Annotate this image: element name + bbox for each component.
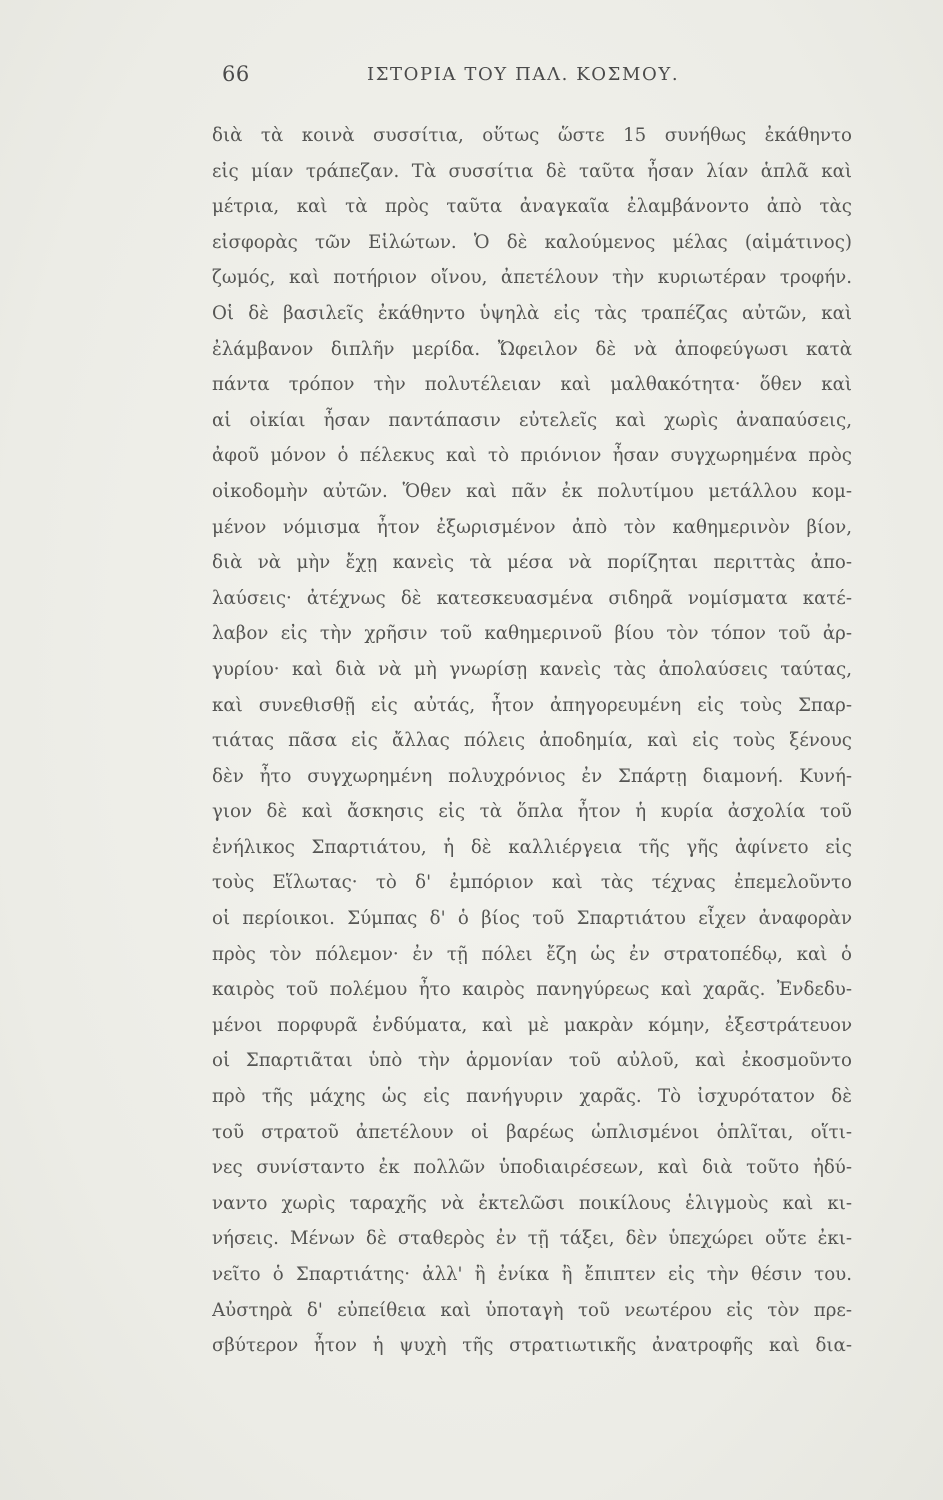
text-line: τοῦ στρατοῦ ἀπετέλουν οἱ βαρέως ὡπλισμένοι ὁπλῖται, οἵτι- [212,1121,852,1143]
text-line: διὰ νὰ μὴν ἔχῃ κανεὶς τὰ μέσα νὰ πορίζηται περιττὰς ἀπο- [212,552,852,574]
text-line: μένοι πορφυρᾶ ἐνδύματα, καὶ μὲ μακρὰν κόμην, ἐξεστράτευον [212,1014,852,1036]
text-line: καιρὸς τοῦ πολέμου ἦτο καιρὸς πανηγύρεως καὶ χαρᾶς. Ἐνδεδυ- [212,979,852,1001]
text-line: ἐνήλικος Σπαρτιάτου, ἡ δὲ καλλιέργεια τῆς γῆς ἀφίνετο εἰς [212,836,852,858]
text-line: ἀφοῦ μόνον ὁ πέλεκυς καὶ τὸ πριόνιον ἦσαν συγχωρημένα πρὸς [212,445,852,467]
running-title: ΙΣΤΟΡΙΑ ΤΟΥ ΠΑΛ. ΚΟΣΜΟΥ. [367,64,680,85]
text-line: σβύτερον ἦτον ἡ ψυχὴ τῆς στρατιωτικῆς ἀνατροφῆς καὶ δια- [212,1335,852,1357]
text-line: διὰ τὰ κοινὰ συσσίτια, οὕτως ὥστε 15 συνήθως ἐκάθηντο [212,125,852,146]
text-line: πρὸς τὸν πόλεμον· ἐν τῇ πόλει ἔζη ὡς ἐν στρατοπέδῳ, καὶ ὁ [212,943,852,965]
text-line: ζωμός, καὶ ποτήριον οἴνου, ἀπετέλουν τὴν κυριωτέραν τροφήν. [212,267,852,289]
text-line: Οἱ δὲ βασιλεῖς ἐκάθηντο ὑψηλὰ εἰς τὰς τραπέζας αὐτῶν, καὶ [212,302,852,324]
text-line: μέτρια, καὶ τὰ πρὸς ταῦτα ἀναγκαῖα ἐλαμβάνοντο ἀπὸ τὰς [212,196,852,218]
text-line: τιάτας πᾶσα εἰς ἄλλας πόλεις ἀποδημία, καὶ εἰς τοὺς ξένους [212,730,852,752]
text-line: Αὐστηρὰ δ' εὐπείθεια καὶ ὑποταγὴ τοῦ νεωτέρου εἰς τὸν πρε- [212,1299,852,1321]
text-line: πάντα τρόπον τὴν πολυτέλειαν καὶ μαλθακότητα· ὅθεν καὶ [212,374,852,396]
text-line: νες συνίσταντο ἐκ πολλῶν ὑποδιαιρέσεων, καὶ διὰ τοῦτο ἠδύ- [212,1157,852,1179]
text-line: νεῖτο ὁ Σπαρτιάτης· ἀλλ' ἢ ἐνίκα ἢ ἔπιπτεν εἰς τὴν θέσιν του. [212,1264,852,1285]
text-line: γιον δὲ καὶ ἄσκησις εἰς τὰ ὅπλα ἦτον ἡ κυρία ἀσχολία τοῦ [212,801,852,823]
page-number: 66 [222,62,250,86]
text-line: γυρίου· καὶ διὰ νὰ μὴ γνωρίσῃ κανεὶς τὰς ἀπολαύσεις ταύτας, [212,658,852,680]
body-text [212,118,852,1364]
text-line: λαύσεις· ἀτέχνως δὲ κατεσκευασμένα σιδηρᾶ νομίσματα κατέ- [212,587,852,609]
text-line: νήσεις. Μένων δὲ σταθερὸς ἐν τῇ τάξει, δὲν ὑπεχώρει οὔτε ἐκι- [212,1228,852,1250]
text-line: λαβον εἰς τὴν χρῆσιν τοῦ καθημερινοῦ βίου τὸν τόπον τοῦ ἀρ- [212,623,852,645]
text-line: ναντο χωρὶς ταραχῆς νὰ ἐκτελῶσι ποικίλους ἑλιγμοὺς καὶ κι- [212,1192,852,1214]
text-line: οἰκοδομὴν αὐτῶν. Ὅθεν καὶ πᾶν ἐκ πολυτίμου μετάλλου κομ- [212,480,852,502]
text-line: μένον νόμισμα ἦτον ἐξωρισμένον ἀπὸ τὸν καθημερινὸν βίον, [212,516,852,538]
text-line: ἐλάμβανον διπλῆν μερίδα. Ὤφειλον δὲ νὰ ἀποφεύγωσι κατὰ [212,338,852,360]
text-line: εἰσφορὰς τῶν Εἱλώτων. Ὁ δὲ καλούμενος μέλας (αἱμάτινος) [212,231,852,253]
text-line: εἰς μίαν τράπεζαν. Τὰ συσσίτια δὲ ταῦτα ἦσαν λίαν ἁπλᾶ καὶ [212,160,852,182]
text-line: τοὺς Εἵλωτας· τὸ δ' ἐμπόριον καὶ τὰς τέχνας ἐπεμελοῦντο [212,872,852,894]
text-line: καὶ συνεθισθῇ εἰς αὐτάς, ἦτον ἀπηγορευμένη εἰς τοὺς Σπαρ- [212,694,852,716]
text-line: αἱ οἰκίαι ἦσαν παντάπασιν εὐτελεῖς καὶ χωρὶς ἀναπαύσεις, [212,409,852,431]
text-line: πρὸ τῆς μάχης ὡς εἰς πανήγυριν χαρᾶς. Τὸ ἰσχυρότατον δὲ [212,1086,852,1108]
text-line: οἱ περίοικοι. Σύμπας δ' ὁ βίος τοῦ Σπαρτιάτου εἶχεν ἀναφορὰν [212,908,852,930]
text-line: οἱ Σπαρτιᾶται ὑπὸ τὴν ἁρμονίαν τοῦ αὐλοῦ, καὶ ἐκοσμοῦντο [212,1050,852,1072]
page-header [222,62,738,96]
text-line: δὲν ἦτο συγχωρημένη πολυχρόνιος ἐν Σπάρτῃ διαμονή. Κυνή- [212,765,852,787]
